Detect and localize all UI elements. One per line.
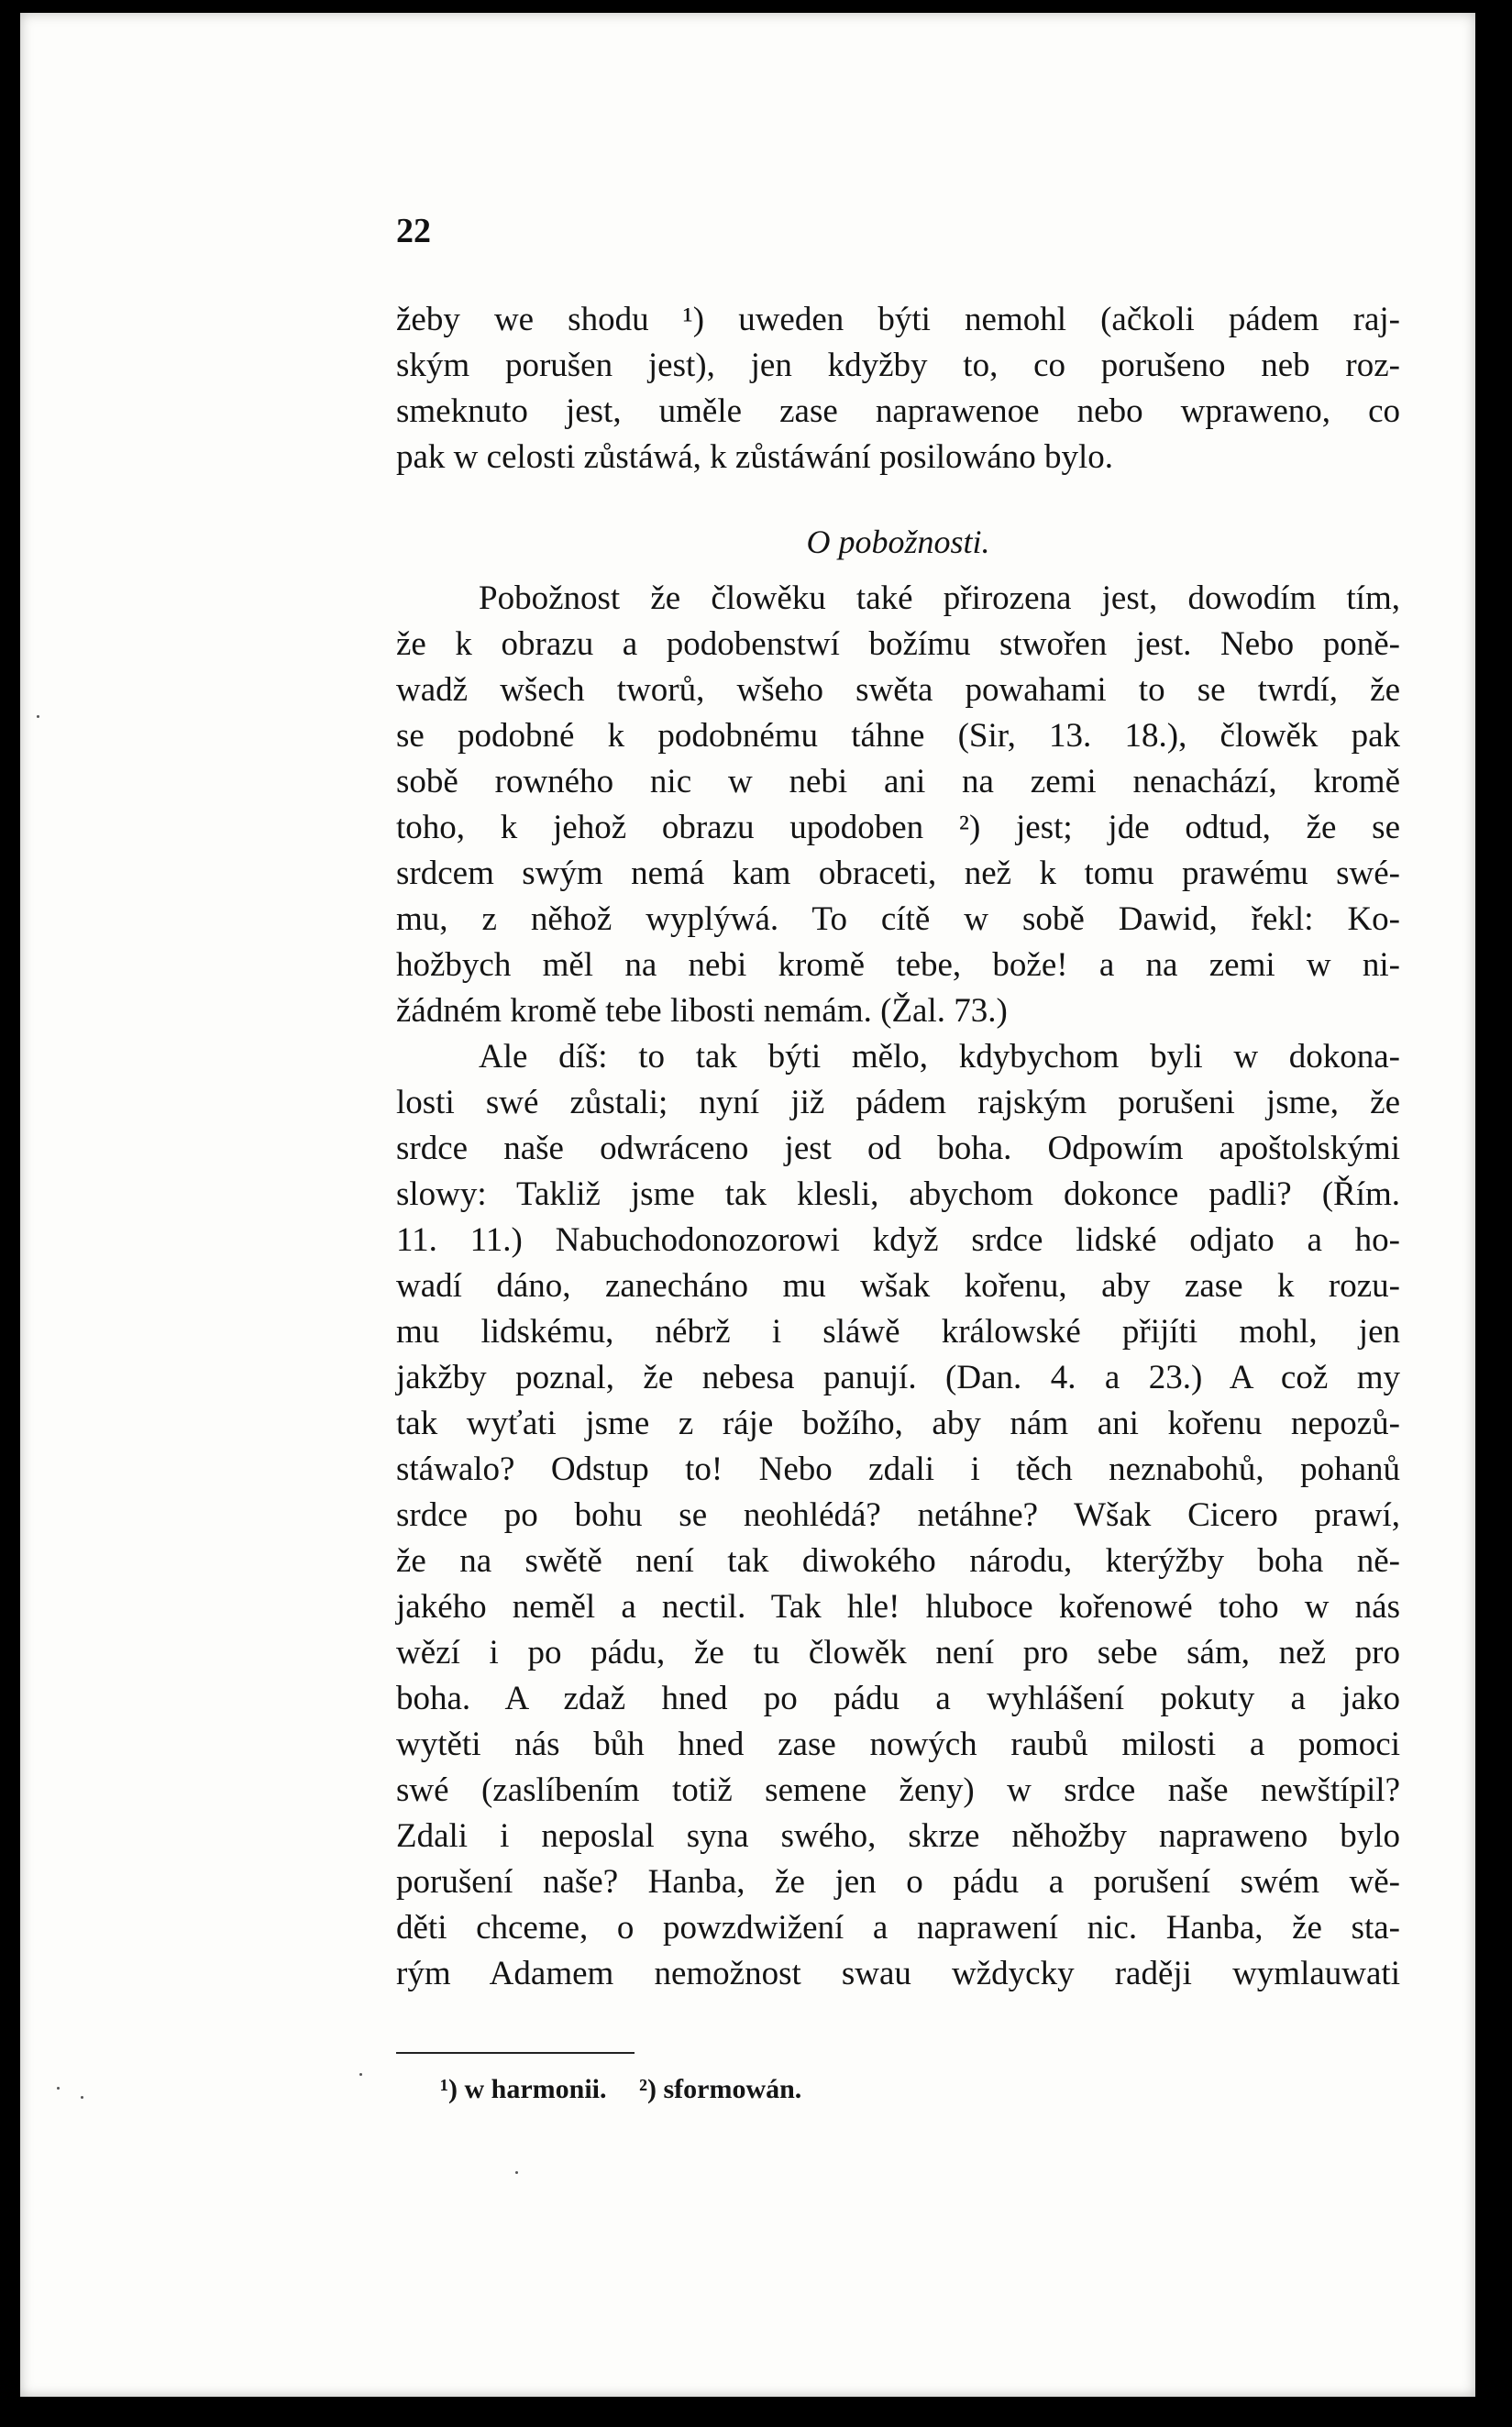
- text-line: že na swětě není tak diwokého národu, kterýžby boha ně-: [396, 1542, 1400, 1580]
- text-line: sobě rowného nic w nebi ani na zemi nenachází, kromě: [396, 763, 1400, 800]
- text-line: wězí i po pádu, že tu člowěk není pro sebe sám, než pro: [396, 1634, 1400, 1671]
- text-line: Pobožnost že člowěku také přirozena jest, dowodím tím,: [479, 579, 1400, 617]
- text-line: děti chceme, o powzdwižení a naprawení nic. Hanba, že sta-: [396, 1909, 1400, 1947]
- page-number: 22: [396, 212, 431, 250]
- text-line: žeby we shodu ¹) uweden býti nemohl (ačkoli pádem raj-: [396, 301, 1400, 338]
- book-page: [20, 13, 1475, 2397]
- text-line: smeknuto jest, uměle zase naprawenoe nebo wpraweno, co: [396, 392, 1400, 430]
- text-line: stáwalo? Odstup to! Nebo zdali i těch neznabohů, pohanů: [396, 1451, 1400, 1488]
- paper-speck: [57, 2087, 60, 2090]
- text-line: slowy: Takliž jsme tak klesli, abychom dokonce padli? (Řím.: [396, 1175, 1400, 1213]
- text-line: jakžby poznal, že nebesa panují. (Dan. 4. a 23.) A což my: [396, 1359, 1400, 1396]
- text-line: rým Adamem nemožnost swau wždycky raději wymlauwati: [396, 1955, 1400, 1992]
- text-line: losti swé zůstali; nyní již pádem rajským porušeni jsme, že: [396, 1084, 1400, 1121]
- text-line: tak wyťati jsme z ráje božího, aby nám ani kořenu nepozů-: [396, 1405, 1400, 1442]
- text-line: Ale díš: to tak býti mělo, kdybychom byli w dokona-: [479, 1038, 1400, 1076]
- text-line: pak w celosti zůstáwá, k zůstáwání posilowáno bylo.: [396, 438, 1113, 476]
- text-line: mu lidskému, nébrž i sláwě králowské přijíti mohl, jen: [396, 1313, 1400, 1351]
- text-line: wytěti nás bůh hned zase nowých raubů milosti a pomoci: [396, 1726, 1400, 1763]
- text-line: 11. 11.) Nabuchodonozorowi když srdce lidské odjato a ho-: [396, 1221, 1400, 1259]
- text-line: porušení naše? Hanba, že jen o pádu a porušení swém wě-: [396, 1863, 1400, 1901]
- paper-speck: [515, 2171, 518, 2174]
- footnote-divider: [396, 2052, 635, 2054]
- text-line: wadž wšech tworů, wšeho swěta powahami to se twrdí, že: [396, 671, 1400, 709]
- paper-speck: [359, 2073, 362, 2076]
- section-heading: O pobožnosti.: [806, 524, 990, 560]
- paper-speck: [37, 715, 39, 718]
- text-line: ským porušen jest), jen kdyžby to, co porušeno neb roz-: [396, 347, 1400, 384]
- paper-speck: [81, 2096, 83, 2099]
- text-line: srdce naše odwráceno jest od boha. Odpowím apoštolskými: [396, 1130, 1400, 1167]
- footnotes: [440, 2074, 827, 2105]
- text-line: boha. A zdaž hned po pádu a wyhlášení pokuty a jako: [396, 1680, 1400, 1717]
- text-line: wadí dáno, zanecháno mu wšak kořenu, aby zase k rozu-: [396, 1267, 1400, 1305]
- text-line: srdcem swým nemá kam obraceti, než k tomu prawému swé-: [396, 855, 1400, 892]
- text-line: žádném kromě tebe libosti nemám. (Žal. 73.): [396, 992, 1008, 1030]
- footnote-1: ¹) w harmonii.: [440, 2074, 607, 2104]
- text-line: srdce po bohu se neohlédá? netáhne? Wšak Cicero prawí,: [396, 1496, 1400, 1534]
- text-line: swé (zaslíbením totiž semene ženy) w srdce naše newštípil?: [396, 1771, 1400, 1809]
- text-line: že k obrazu a podobenstwí božímu stwořen jest. Nebo poně-: [396, 625, 1400, 663]
- text-line: jakého neměl a nectil. Tak hle! hluboce kořenowé toho w nás: [396, 1588, 1400, 1626]
- text-line: mu, z něhož wyplýwá. To cítě w sobě Dawid, řekl: Ko-: [396, 900, 1400, 938]
- text-line: toho, k jehož obrazu upodoben ²) jest; jde odtud, že se: [396, 809, 1400, 846]
- footnote-2: ²) sformowán.: [639, 2074, 802, 2104]
- text-line: Zdali i neposlal syna swého, skrze něhožby napraweno bylo: [396, 1817, 1400, 1855]
- text-line: se podobné k podobnému táhne (Sir, 13. 18.), člowěk pak: [396, 717, 1400, 755]
- text-line: hožbych měl na nebi kromě tebe, bože! a na zemi w ni-: [396, 946, 1400, 984]
